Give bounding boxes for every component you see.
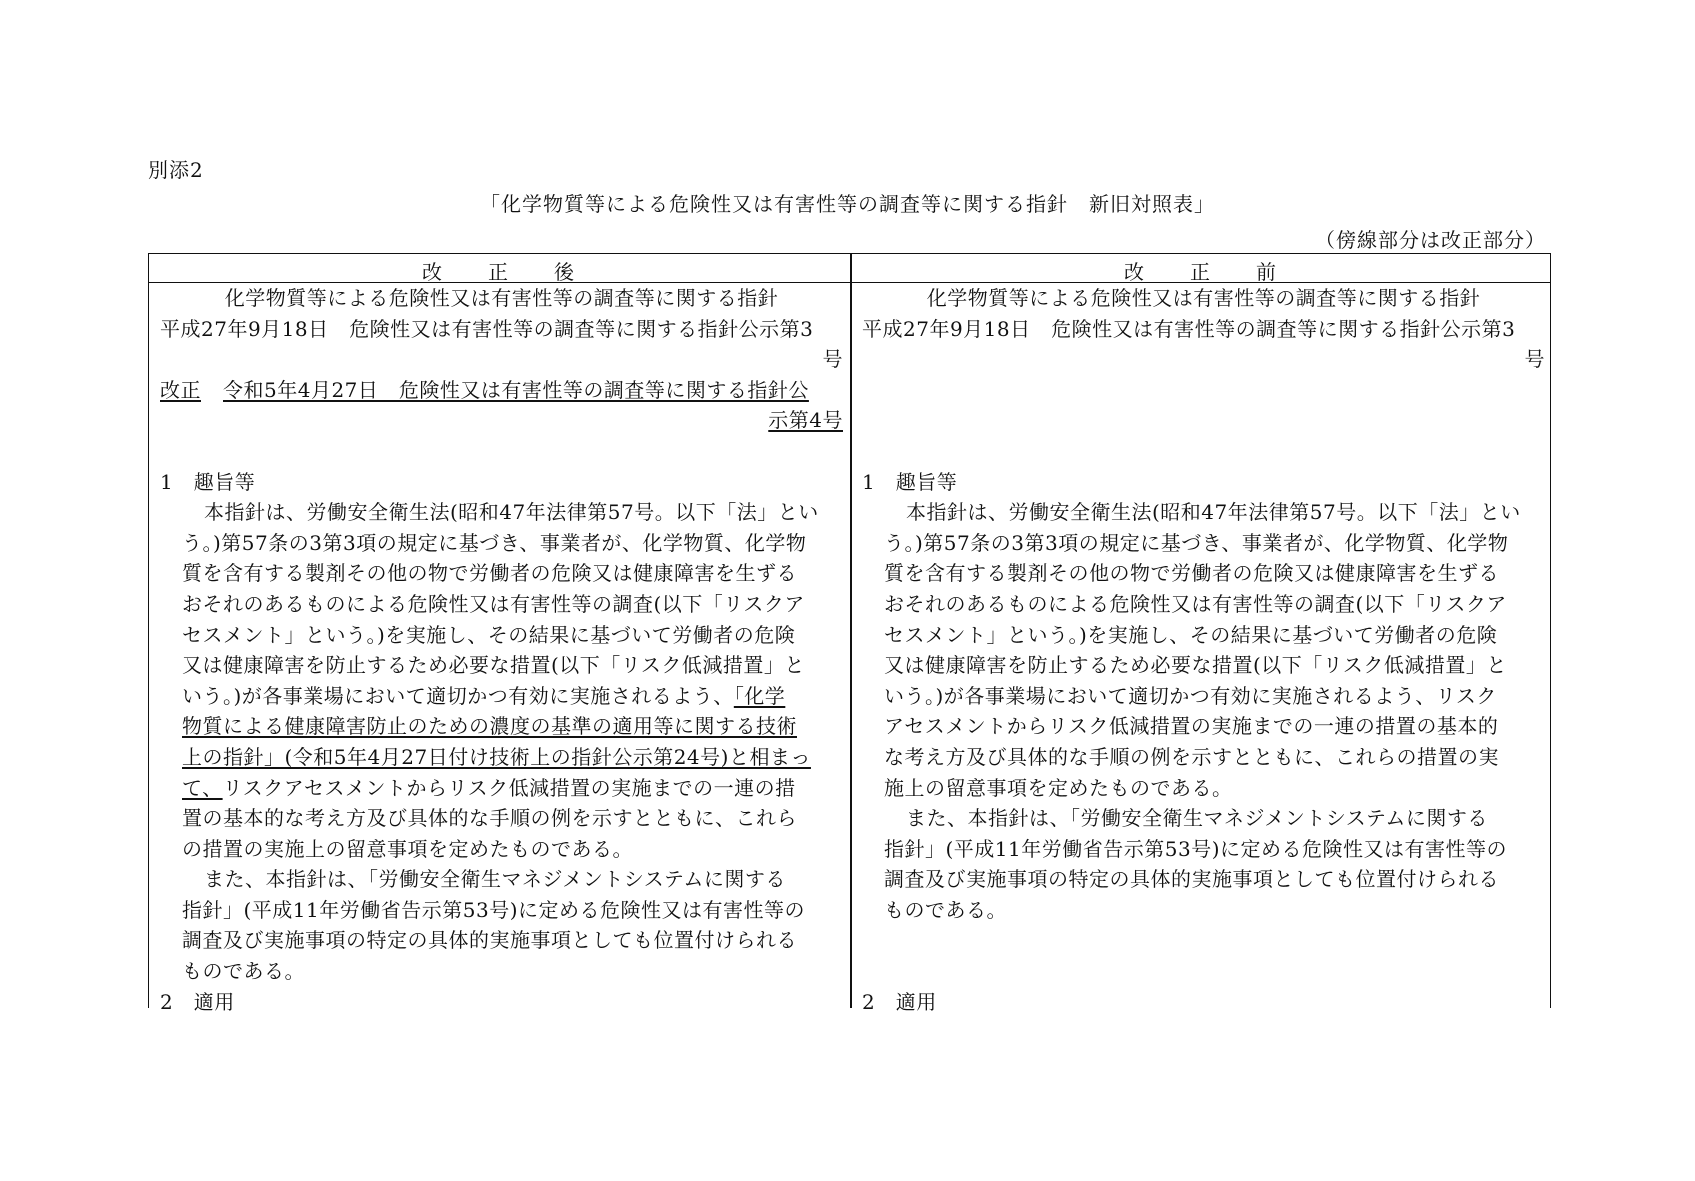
paragraph-line: 本指針は、労働安全衛生法(昭和47年法律第57号。以下「法」とい [906,500,1521,525]
amended-text: て、 [182,775,223,800]
paragraph-line: 質を含有する製剤その他の物で労働者の危険又は健康障害を生ずる [182,561,797,586]
published-line: 平成27年9月18日 危険性又は有害性等の調査等に関する指針公示第3 [160,316,814,341]
amendment-text-cont: 示第4号 [768,408,843,433]
section-heading: 1 趣旨等 [862,469,958,494]
amended-text: 「化学 [733,683,786,708]
document-title: 「化学物質等による危険性又は有害性等の調査等に関する指針 新旧対照表」 [480,192,1215,216]
paragraph-line: ものである。 [182,959,305,984]
paragraph-line: セスメント」という。)を実施し、その結果に基づいて労働者の危険 [884,622,1498,647]
paragraph-line [160,681,843,712]
guideline-title: 化学物質等による危険性又は有害性等の調査等に関する指針 [926,286,1481,310]
paragraph-line: 又は健康障害を防止するため必要な措置(以下「リスク低減措置」と [884,653,1507,678]
published-line-cont: 号 [822,347,843,372]
amended-text: 上の指針」(令和5年4月27日付け技術上の指針公示第24号)と相まっ [182,744,811,769]
paragraph-line: 指針」(平成11年労働省告示第53号)に定める危険性又は有害性等の [884,836,1508,861]
column-before [862,283,1545,1017]
published-line-cont: 号 [1524,347,1545,372]
table-header-row [149,254,1550,283]
paragraph-line [160,711,843,742]
paragraph-text: リスクアセスメントからリスク低減措置の実施までの一連の措 [222,775,796,800]
paragraph-line: おそれのあるものによる危険性又は有害性等の調査(以下「リスクア [182,591,805,616]
paragraph-line: 施上の留意事項を定めたものである。 [884,775,1233,800]
guideline-title: 化学物質等による危険性又は有害性等の調査等に関する指針 [224,286,779,310]
paragraph-line [160,773,843,804]
column-after [160,283,843,1017]
paragraph-line: 本指針は、労働安全衛生法(昭和47年法律第57号。以下「法」とい [204,500,819,525]
paragraph-line: 質を含有する製剤その他の物で労働者の危険又は健康障害を生ずる [884,561,1499,586]
column-divider [850,254,852,1008]
paragraph-line: セスメント」という。)を実施し、その結果に基づいて労働者の危険 [182,622,796,647]
section-heading: 2 適用 [160,989,235,1014]
paragraph-line: アセスメントからリスク低減措置の実施までの一連の措置の基本的 [884,714,1499,739]
paragraph-line: 調査及び実施事項の特定の具体的実施事項としても位置付けられる [182,928,797,953]
paragraph-line: 又は健康障害を防止するため必要な措置(以下「リスク低減措置」と [182,653,805,678]
paragraph-line: ものである。 [884,897,1007,922]
section-heading: 1 趣旨等 [160,469,256,494]
paragraph-text: いう。)が各事業場において適切かつ有効に実施されるよう、 [182,683,734,708]
amendment-line-cont [160,405,843,436]
amendment-text: 令和5年4月27日 危険性又は有害性等の調査等に関する指針公 [223,377,809,402]
paragraph-line: う。)第57条の3第3項の規定に基づき、事業者が、化学物質、化学物 [182,530,807,555]
paragraph-line: う。)第57条の3第3項の規定に基づき、事業者が、化学物質、化学物 [884,530,1509,555]
section-heading: 2 適用 [862,989,937,1014]
comparison-table [148,253,1551,1014]
paragraph-line: な考え方及び具体的な手順の例を示すとともに、これらの措置の実 [884,744,1499,769]
paragraph-line: また、本指針は、「労働安全衛生マネジメントシステムに関する [204,867,786,892]
paragraph-line: おそれのあるものによる危険性又は有害性等の調査(以下「リスクア [884,591,1507,616]
paragraph-line: 指針」(平成11年労働省告示第53号)に定める危険性又は有害性等の [182,897,806,922]
header-before: 改 正 前 [1124,260,1278,284]
header-after: 改 正 後 [422,260,576,284]
paragraph-line [160,742,843,773]
paragraph-line: 置の基本的な考え方及び具体的な手順の例を示すとともに、これら [182,806,797,831]
paragraph-line: また、本指針は、「労働安全衛生マネジメントシステムに関する [906,806,1488,831]
attachment-label: 別添2 [148,158,204,182]
paragraph-line: の措置の実施上の留意事項を定めたものである。 [182,836,633,861]
amendment-line [160,375,843,406]
amendment-label: 改正 [160,377,201,402]
paragraph-line: 調査及び実施事項の特定の具体的実施事項としても位置付けられる [884,867,1499,892]
published-line: 平成27年9月18日 危険性又は有害性等の調査等に関する指針公示第3 [862,316,1516,341]
paragraph-line: いう。)が各事業場において適切かつ有効に実施されるよう、リスク [884,683,1497,708]
underline-note: （傍線部分は改正部分） [1315,228,1546,252]
amended-text: 物質による健康障害防止のための濃度の基準の適用等に関する技術 [182,714,797,739]
